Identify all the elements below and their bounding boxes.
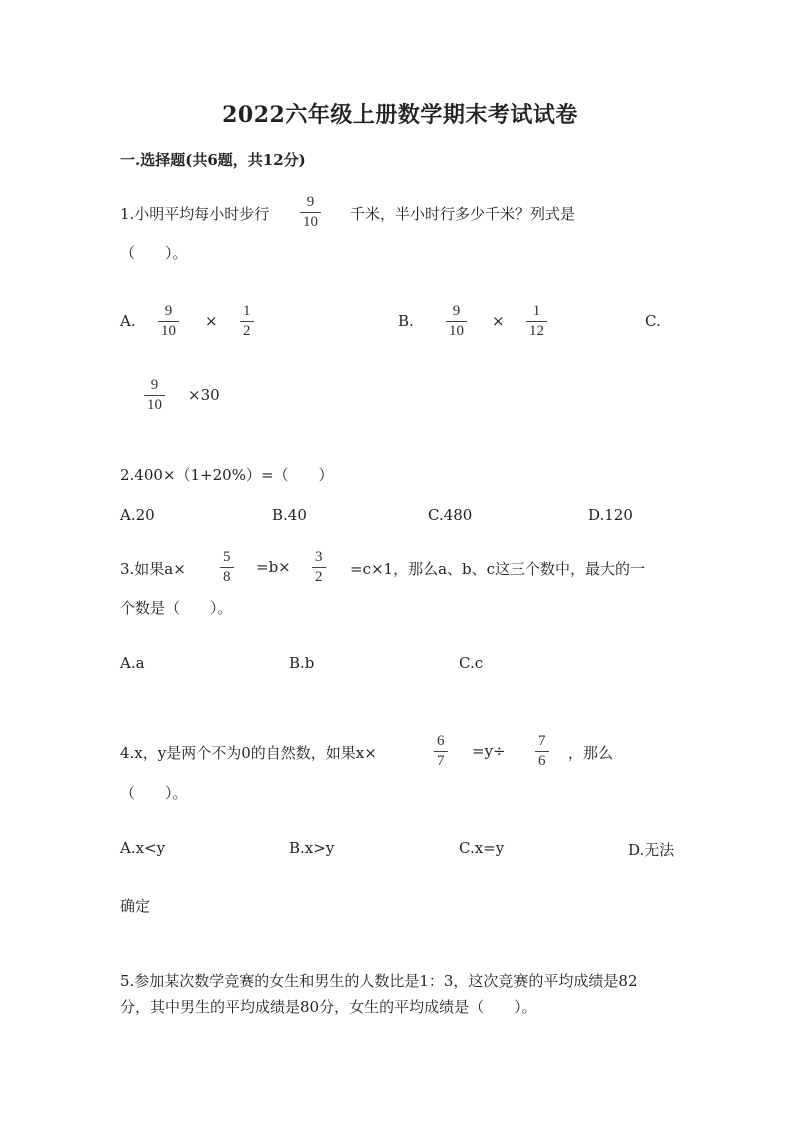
numerator: 9 <box>164 303 173 319</box>
times-sign: × <box>492 312 505 330</box>
q1-option-c-tail: ×30 <box>188 386 220 404</box>
denominator: 6 <box>535 751 549 769</box>
section-header: 一.选择题(共6题，共12分) <box>120 151 306 169</box>
denominator: 2 <box>312 567 326 585</box>
q1-text-post: 千米，半小时行多少千米？列式是 <box>350 205 576 223</box>
q1-option-c-fraction <box>144 378 165 413</box>
q1-option-c-label: C. <box>645 312 661 330</box>
q2-option-c: C.480 <box>428 506 473 524</box>
denominator: 10 <box>144 395 165 413</box>
q4-line2: （ ）。 <box>120 784 188 802</box>
q4-text-2: =y÷ <box>472 742 506 760</box>
q4-option-c: C.x=y <box>459 839 505 857</box>
q1-option-a-fraction-2 <box>240 304 254 339</box>
q1-option-b-fraction-1 <box>446 304 467 339</box>
numerator: 1 <box>532 303 541 319</box>
q3-line2: 个数是（ ）。 <box>120 599 233 617</box>
q5-line2: 分，其中男生的平均成绩是80分，女生的平均成绩是（ ）。 <box>120 998 537 1016</box>
q2-option-b: B.40 <box>272 506 307 524</box>
q4-text-3: ，那么 <box>568 744 614 762</box>
numerator: 1 <box>243 303 251 319</box>
denominator: 2 <box>240 321 254 339</box>
q5-line1: 5.参加某次数学竞赛的女生和男生的人数比是1：3，这次竞赛的平均成绩是82 <box>120 972 638 990</box>
q3-text-3: =c×1，那么a、b、c这三个数中，最大的一 <box>350 560 646 578</box>
denominator: 10 <box>446 321 467 339</box>
q1-text-pre: 1.小明平均每小时步行 <box>120 205 270 223</box>
page-title: 2022六年级上册数学期末考试试卷 <box>222 102 578 128</box>
q1-option-a-fraction-1 <box>158 304 179 339</box>
numerator: 6 <box>437 733 445 749</box>
q2-text: 2.400×（1+20%）=（ ） <box>120 466 334 484</box>
q1-line2: （ ）。 <box>120 244 188 262</box>
q1-option-b-label: B. <box>398 312 414 330</box>
q4-fraction-2 <box>535 734 549 769</box>
q3-option-c: C.c <box>459 654 484 672</box>
q3-fraction-2 <box>312 550 326 585</box>
q3-option-a: A.a <box>120 654 145 672</box>
q4-text-1: 4.x，y是两个不为0的自然数，如果x× <box>120 744 377 762</box>
q3-option-b: B.b <box>289 654 315 672</box>
q4-option-b: B.x>y <box>289 839 335 857</box>
q1-fraction-denominator: 10 <box>300 212 321 230</box>
q1-option-b-fraction-2 <box>526 304 547 339</box>
q4-option-d-continued: 确定 <box>120 897 151 915</box>
q1-fraction <box>300 195 321 230</box>
q3-fraction-1 <box>220 550 234 585</box>
times-sign: × <box>205 312 218 330</box>
denominator: 10 <box>158 321 179 339</box>
q2-option-d: D.120 <box>588 506 633 524</box>
numerator: 9 <box>150 377 159 393</box>
denominator: 7 <box>434 751 448 769</box>
numerator: 5 <box>223 549 231 565</box>
numerator: 9 <box>452 303 461 319</box>
numerator: 7 <box>538 733 546 749</box>
q1-fraction-numerator: 9 <box>306 194 315 210</box>
q4-fraction-1 <box>434 734 448 769</box>
numerator: 3 <box>315 549 323 565</box>
denominator: 8 <box>220 567 234 585</box>
q1-option-a-label: A. <box>120 312 136 330</box>
q3-text-2: =b× <box>256 558 291 576</box>
q4-option-a: A.x<y <box>120 839 166 857</box>
denominator: 12 <box>526 321 547 339</box>
q3-text-1: 3.如果a× <box>120 560 186 578</box>
q4-option-d: D.无法 <box>628 841 675 859</box>
q2-option-a: A.20 <box>120 506 155 524</box>
